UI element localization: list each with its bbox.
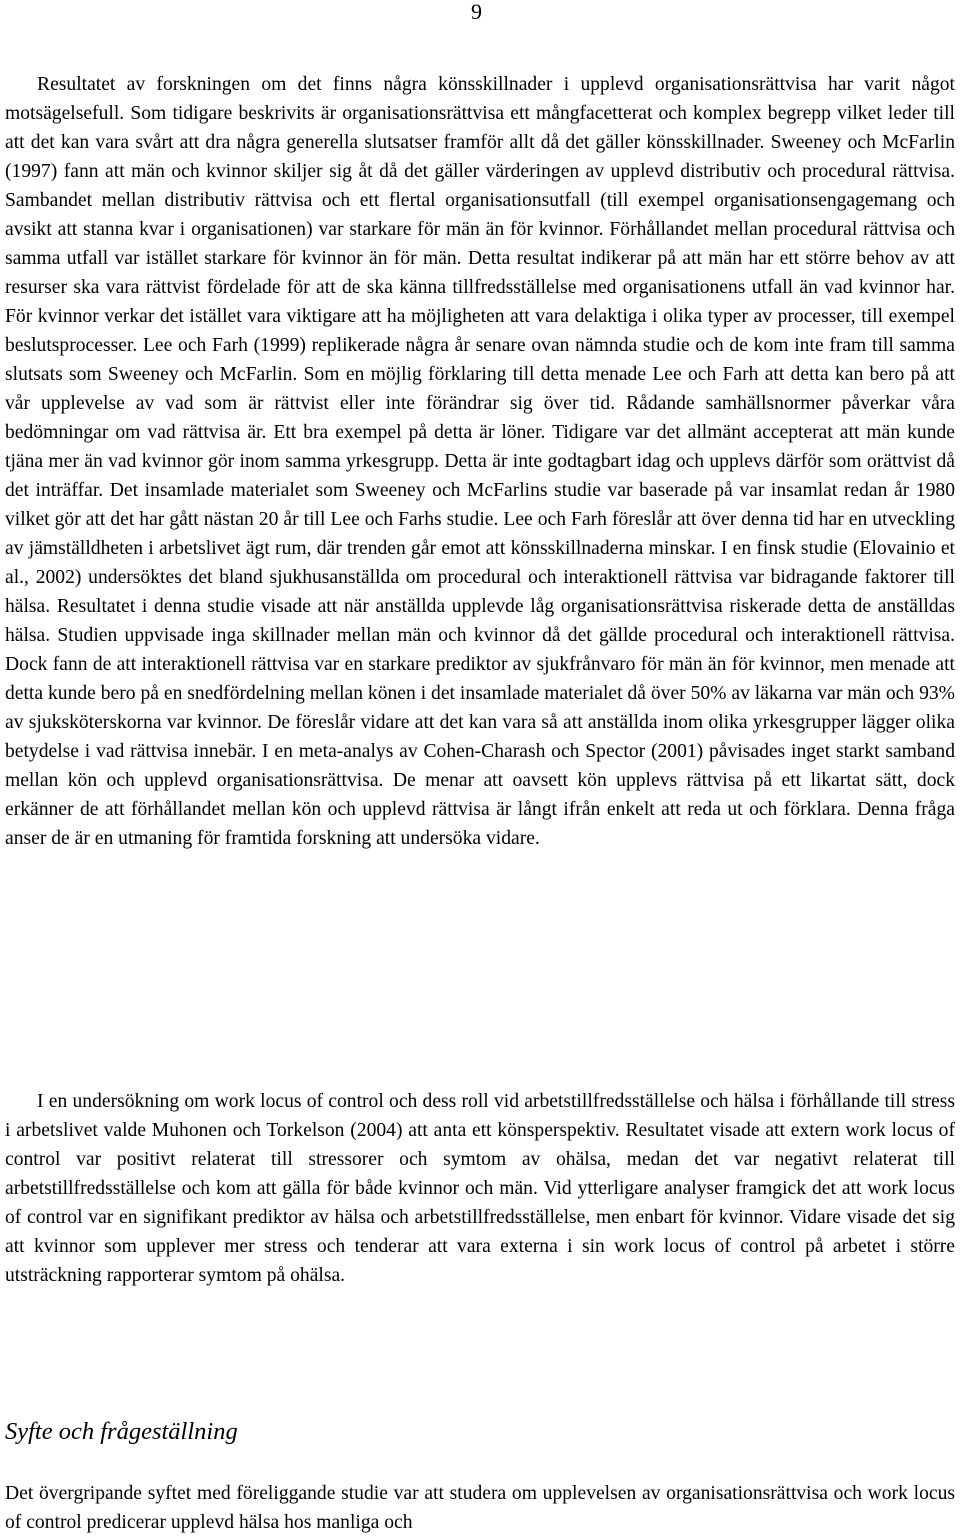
page-number: 9 [471,0,482,24]
body-paragraph-2: I en undersökning om work locus of control och dess roll vid arbetstillfredsställelse och hälsa i förhållande till stress i arbetslivet valde Muhonen och Torkelson (2004) att anta ett könsperspektiv. Resultatet visade att extern work locus of control var positivt relaterat till stressorer och symtom av ohälsa, medan det var negativt relaterat till arbetstillfredsställelse och kom att gälla för både kvinnor och män. Vid ytterligare analyser framgick det att work locus of control var en signifikant prediktor av hälsa och arbetstillfredsställelse, men enbart för kvinnor. Vidare visade det sig att kvinnor som upplever mer stress och tenderar att vara externa i sin work locus of control på arbetet i större utsträckning rapporterar symtom på ohälsa. [5,1091,955,1286]
section-intro-paragraph: Det övergripande syftet med föreliggande studie var att studera om upplevelsen av organisationsrättvisa och work locus of control predicerar upplevd hälsa hos manliga och [5,1483,955,1533]
section-heading: Syfte och frågeställning [5,1418,238,1445]
body-paragraph-1: Resultatet av forskningen om det finns några könsskillnader i upplevd organisationsrättvisa har varit något motsägelsefull. Som tidigare beskrivits är organisationsrättvisa ett mångfacetterat och komplex begrepp vilket leder till att det kan vara svårt att dra några generella slutsatser framför allt då det gäller könsskillnader. Sweeney och McFarlin (1997) fann att män och kvinnor skiljer sig åt då det gäller värderingen av upplevd distributiv och procedural rättvisa. Sambandet mellan distributiv rättvisa och ett flertal organisationsutfall (till exempel organisationsengagemang och avsikt att stanna kvar i organisationen) var starkare för män än för kvinnor. Förhållandet mellan procedural rättvisa och samma utfall var istället starkare för kvinnor än för män. Detta resultat indikerar på att män har ett större behov av att resurser ska vara rättvist fördelade för att de ska känna tillfredsställelse med organisationens utfall än vad kvinnor har. För kvinnor verkar det istället vara viktigare att ha möjligheten att vara delaktiga i olika typer av processer, till exempel beslutsprocesser. Lee och Farh (1999) replikerade några år senare ovan nämnda studie och de kom inte fram till samma slutsats som Sweeney och McFarlin. Som en möjlig förklaring till detta menade Lee och Farh att detta kan bero på att vår upplevelse av vad som är rättvist eller inte förändrar sig över tid. Rådande samhällsnormer påverkar våra bedömningar om vad rättvisa är. Ett bra exempel på detta är löner. Tidigare var det allmänt accepterat att män kunde tjäna mer än vad kvinnor gör inom samma yrkesgrupp. Detta är inte godtagbart idag och upplevs därför som orättvist då det inträffar. Det insamlade materialet som Sweeney och McFarlins studie var baserade på var insamlat redan år 1980 vilket gör att det har gått nästan 20 år till Lee och Farhs studie. Lee och Farh föreslår att över denna tid har en utveckling av jämställdheten i arbetslivet ägt rum, där trenden går emot att könsskillnaderna minskar. I en finsk studie (Elovainio et al., 2002) undersöktes det bland sjukhusanställda om procedural och interaktionell rättvisa var bidragande faktorer till hälsa. Resultatet i denna studie visade att när anställda upplevde låg organisationsrättvisa riskerade detta de anställdas hälsa. Studien uppvisade inga skillnader mellan män och kvinnor då det gällde procedural och interaktionell rättvisa. Dock fann de att interaktionell rättvisa var en starkare prediktor av sjukfrånvaro för män än för kvinnor, men menade att detta kunde bero på en snedfördelning mellan könen i det insamlade materialet då över 50% av läkarna var män och 93% av sjuksköterskorna var kvinnor. De föreslår vidare att det kan vara så att anställda inom olika yrkesgrupper lägger olika betydelse i vad rättvisa innebär. I en meta-analys av Cohen-Charash och Spector (2001) påvisades inget starkt samband mellan kön och upplevd organisationsrättvisa. De menar att oavsett kön upplevs rättvisa på ett likartat sätt, dock erkänner de att förhållandet mellan kön och upplevd rättvisa är långt ifrån enkelt att reda ut och förklara. Denna fråga anser de är en utmaning för framtida forskning att undersöka vidare. [5,74,955,849]
